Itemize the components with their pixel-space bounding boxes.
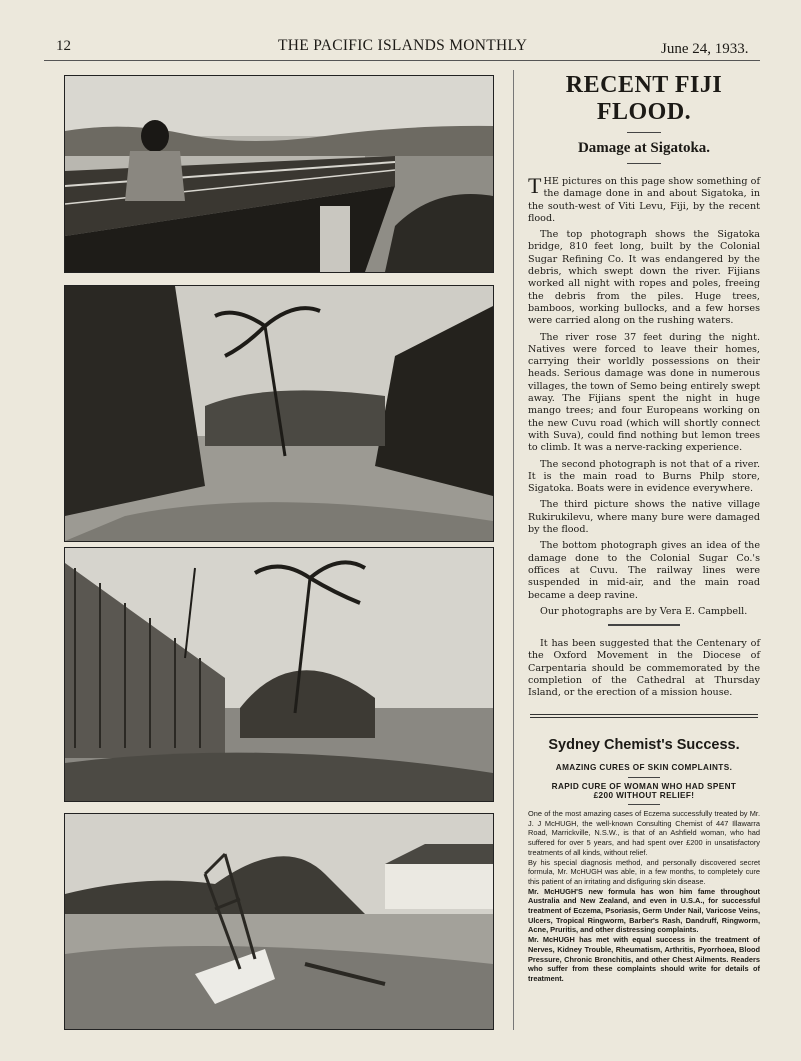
ad-rule <box>628 804 660 805</box>
article-subtitle: Damage at Sigatoka. <box>577 140 711 156</box>
ad-title: Sydney Chemist's Success. <box>548 737 740 753</box>
ad-paragraph: Mr. McHUGH has met with equal success in the treatment of Nerves, Kidney Trouble, Rheumatism, Arthritis, Pyorrhoea, Blood Pressure, Chronic Bronchitis, and other Chest Ailments. Readers who suffer from these complaints should write for details of treatment. <box>528 935 760 983</box>
ad-paragraph: One of the most amazing cases of Eczema successfully treated by Mr. J. J McHUGH, the well-known Consulting Chemist of 447 Illawarra Road, Marrickville, N.S.W., is that of an Ashfield woman, who had suffered for over 5 years, and had spent over £200 in unsatisfactory treatments of all kinds, without relief. <box>528 809 760 857</box>
ad-paragraph: Mr. McHUGH'S new formula has won him fame throughout Australia and New Zealand, and even in U.S.A., for successful treatment of Eczema, Psoriasis, Germ Under Nail, Varicose Veins, Ulcers, Tropical Ringworm, Barber's Rash, Dandruff, Ringworm, Acne, Pruritis, and other distressing complaints. <box>528 886 760 935</box>
photo-native-village <box>64 547 494 802</box>
ad-paragraph: By his special diagnosis method, and personally discovered secret formula, Mr. McHUGH was able, in a few months, to completely cure this patient of an irritating and disfiguring skin disease. <box>528 857 760 886</box>
article-column <box>528 72 760 704</box>
chemist-advertisement <box>528 737 760 984</box>
ad-headline: RAPID CURE OF WOMAN WHO HAD SPENT £200 WITHOUT RELIEF! <box>551 782 737 800</box>
article-paragraph: The second photograph is not that of a river. It is the main road to Burns Philp store, Sigatoka. Boats were in evidence everywhere. <box>528 458 760 495</box>
article-paragraph: The top photograph shows the Sigatoka bridge, 810 feet long, built by the Colonial Sugar Refining Co. It was endangered by the debris, which swept down the river. Fijians worked all night with ropes and poles, freeing the debris from the piles. Huge trees, bamboos, working bullocks, and a few horses were carried along on the rushing waters. <box>528 229 760 327</box>
ad-rule-top <box>530 714 758 715</box>
column-divider <box>513 70 514 1030</box>
oxford-movement-note: It has been suggested that the Centenary of the Oxford Movement in the Diocese of Carpentaria should be commemorated by the completion of the Cathedral at Thursday Island, or the erection of a mission house. <box>528 638 760 699</box>
ad-rule <box>628 777 660 778</box>
ad-subheading: AMAZING CURES OF SKIN COMPLAINTS. <box>555 763 733 772</box>
issue-date: June 24, 1933. <box>661 41 749 57</box>
article-title: RECENT FIJI FLOOD. <box>565 72 723 125</box>
article-paragraph: THE pictures on this page show something of the damage done in and about Sigatoka, in the south-west of Viti Levu, Fiji, by the recent flood. <box>528 173 760 224</box>
ad-rule-bottom <box>530 717 758 718</box>
photo-flooded-road <box>64 285 494 542</box>
drop-cap: T <box>528 173 542 198</box>
article-paragraph: The bottom photograph gives an idea of the damage done to the Colonial Sugar Co.'s offices at Cuvu. The railway lines were suspended in mid-air, and the main road became a deep ravine. <box>528 540 760 601</box>
publication-title: THE PACIFIC ISLANDS MONTHLY <box>278 37 528 54</box>
article-paragraph: The river rose 37 feet during the night. Natives were forced to leave their homes, carrying their worldly possessions on their heads. Serious damage was done in numerous villages, the town of Semo being entirely swept away. The Fijians spent the night in huge mango trees; and four Europeans working on the new Cuvu road (which will shortly connect with Suva), could find nothing but lemon trees to climb. It was a nerve-racking experience. <box>528 331 760 454</box>
section-rule <box>608 624 680 626</box>
photo-cuvu-offices <box>64 813 494 1030</box>
title-rule <box>627 132 661 133</box>
photo-sigatoka-bridge <box>64 75 494 273</box>
article-paragraph: Our photographs are by Vera E. Campbell. <box>540 605 748 617</box>
page-number: 12 <box>56 38 71 54</box>
subtitle-rule <box>627 163 661 164</box>
article-paragraph: The third picture shows the native village Rukirukilevu, where many bure were damaged by the flood. <box>528 499 760 536</box>
header-rule <box>44 60 760 61</box>
